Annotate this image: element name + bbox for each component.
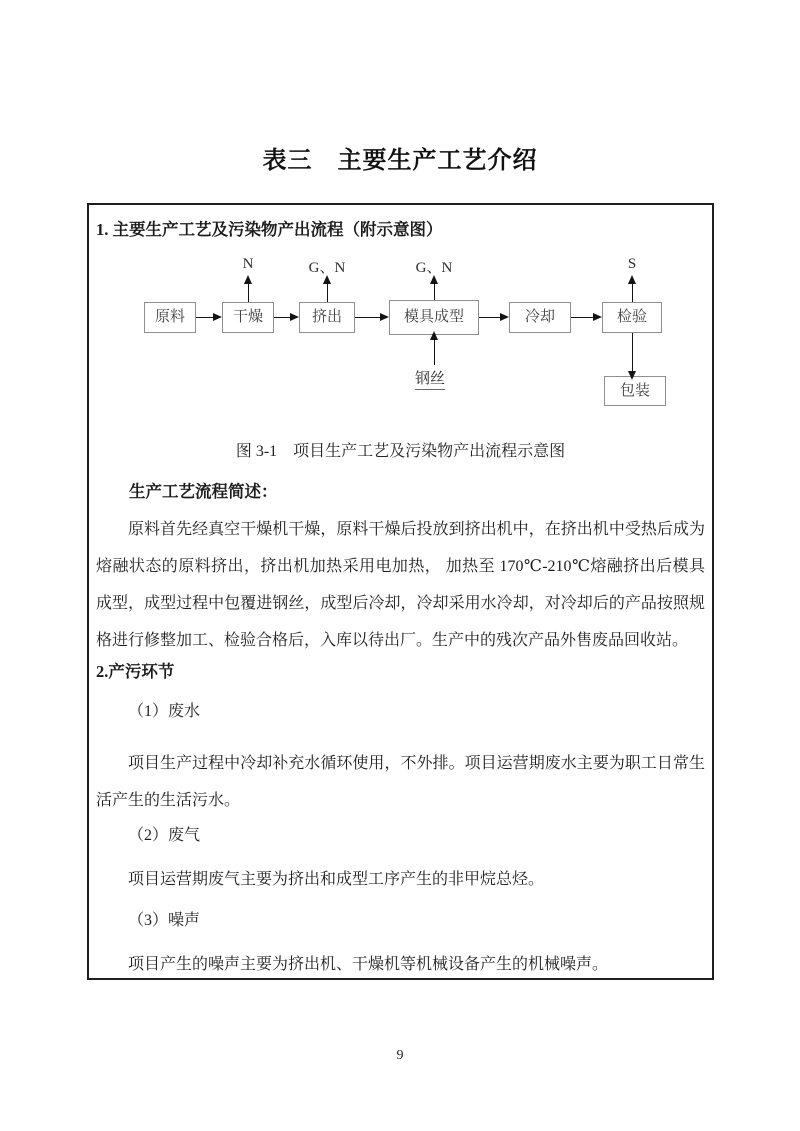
flow-box-label: 干燥 (232, 309, 263, 325)
process-flowchart (96, 255, 705, 420)
flow-box-extrusion (299, 302, 355, 333)
flow-arrow-4-icon (479, 317, 507, 318)
section2-heading: 2.产污环节 (96, 662, 175, 681)
page-title: 表三 主要生产工艺介绍 (262, 148, 538, 174)
emission-arrow-extrude-icon (327, 283, 328, 302)
flow-box-packaging (604, 376, 666, 406)
flow-box-label: 挤出 (311, 309, 342, 325)
pollution-item-label-noise: （3）噪声 (128, 912, 201, 929)
process-brief-paragraph: 原料首先经真空干燥机干燥，原料干燥后投放到挤出机中，在挤出机中受热后成为熔融状态的原料挤出，挤出机加热采用电加热， 加热至 170℃-210℃熔融挤出后模具成型，成型过程中包覆进钢丝，成型后冷却，冷却采用水冷却，对冷却后的产品按照规格进行修整加工、检验合格后，入库以待出厂。生产中的残次产品外售废品回收站。 (96, 521, 705, 649)
section1-heading: 1. 主要生产工艺及污染物产出流程（附示意图） (96, 220, 443, 239)
steel-wire-arrow-icon (434, 339, 435, 365)
flow-box-drying (222, 302, 274, 333)
pollution-item-text-noise: 项目产生的噪声主要为挤出机、干燥机等机械设备产生的机械噪声。 (128, 956, 609, 973)
inspect-to-package-arrow-icon (632, 333, 633, 372)
pollutant-label-gn2: G、N (415, 260, 453, 276)
pollutant-label-n: N (242, 256, 254, 272)
content-frame (87, 203, 714, 980)
flow-box-label: 模具成型 (403, 309, 464, 325)
page-number: 9 (396, 1048, 404, 1063)
pollutant-label-gn1: G、N (308, 260, 346, 276)
flow-box-label: 检验 (616, 309, 647, 325)
pollution-item-text-wastewater: 项目生产过程中冷却补充水循环使用，不外排。项目运营期废水主要为职工日常生活产生的生活污水。 (96, 755, 705, 809)
flow-box-cooling (509, 302, 571, 333)
pollution-item-text-wastegas: 项目运营期废气主要为挤出和成型工序产生的非甲烷总烃。 (128, 871, 545, 888)
pollution-item-label-wastewater: （1）废水 (128, 703, 201, 720)
flow-arrow-1-icon (196, 317, 220, 318)
flow-arrow-3-icon (355, 317, 387, 318)
steel-wire-label: 钢丝 (415, 367, 445, 390)
flow-box-label: 包装 (619, 382, 650, 399)
pollution-item-label-wastegas: （2）废气 (128, 827, 201, 844)
flow-box-molding (389, 300, 479, 335)
flow-arrow-5-icon (571, 317, 600, 318)
flow-box-label: 冷却 (524, 309, 555, 325)
flow-box-raw-material (144, 302, 196, 333)
emission-arrow-dry-icon (248, 283, 249, 302)
flow-box-inspection (602, 302, 662, 333)
emission-arrow-inspect-icon (632, 283, 633, 302)
flow-box-label: 原料 (154, 309, 185, 325)
flow-arrow-2-icon (274, 317, 297, 318)
process-brief-heading: 生产工艺流程简述： (129, 482, 278, 501)
figure-caption: 图 3-1 项目生产工艺及污染物产出流程示意图 (235, 443, 566, 460)
pollutant-label-s: S (627, 256, 637, 272)
